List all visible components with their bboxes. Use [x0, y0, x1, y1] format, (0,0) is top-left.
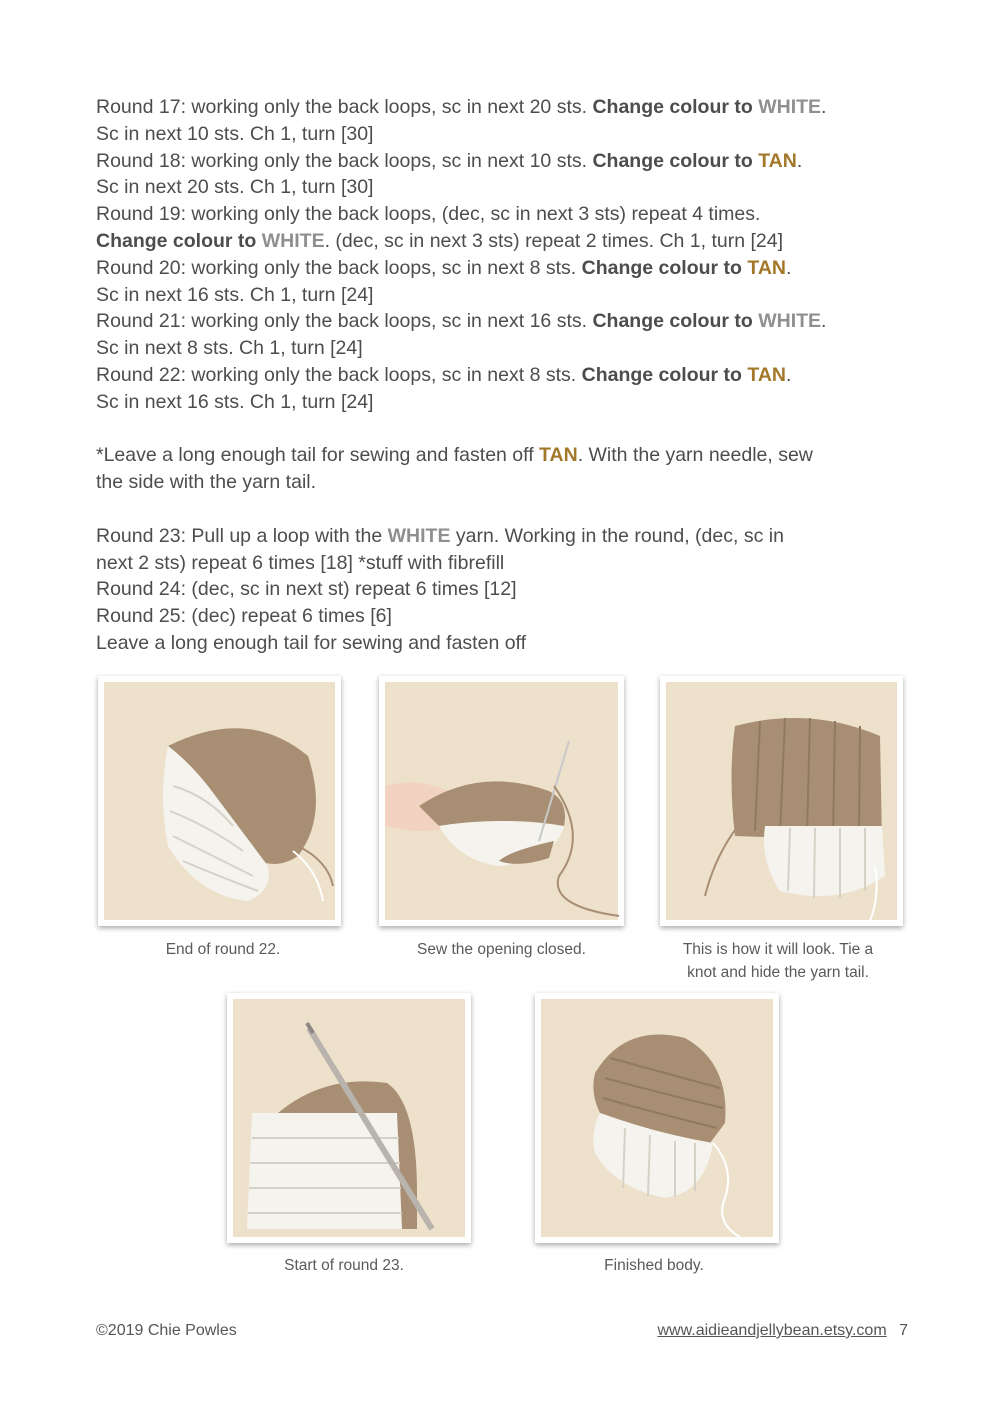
crochet-piece-image [98, 676, 341, 926]
round-23-line-2: next 2 sts) repeat 6 times [18] *stuff with fibrefill [96, 551, 505, 574]
caption-start-of-round-23: Start of round 23. [284, 1257, 404, 1274]
finished-side-image [660, 676, 903, 926]
photo-sew-opening [379, 676, 624, 926]
website-link[interactable]: www.aidieandjellybean.etsy.com [657, 1322, 887, 1339]
round-23-line-1: Round 23: Pull up a loop with the WHITE yarn. Working in the round, (dec, sc in [96, 524, 784, 547]
round-24-line: Round 24: (dec, sc in next st) repeat 6 times [12] [96, 578, 517, 601]
round-21-line-1: Round 21: working only the back loops, sc in next 16 sts. Change colour to WHITE. [96, 310, 827, 333]
round-17-line-1: Round 17: working only the back loops, sc in next 20 sts. Change colour to WHITE. [96, 96, 827, 118]
caption-how-it-will-look: This is how it will look. Tie a knot and hide the yarn tail. [682, 941, 874, 981]
caption-end-of-round-22: End of round 22. [165, 941, 281, 958]
tail-note-line-2: the side with the yarn tail. [96, 471, 317, 494]
round-22-line-2: Sc in next 16 sts. Ch 1, turn [24] [96, 390, 374, 413]
finished-body-image [535, 993, 779, 1243]
round-19-line-1: Round 19: working only the back loops, (dec, sc in next 3 sts) repeat 4 times. [96, 203, 761, 226]
round-18-line-2: Sc in next 20 sts. Ch 1, turn [30] [96, 176, 374, 199]
caption-finished-body: Finished body. [604, 1257, 704, 1274]
page-number: 7 [899, 1322, 908, 1339]
round-21-line-2: Sc in next 8 sts. Ch 1, turn [24] [96, 337, 363, 360]
round-20-line-1: Round 20: working only the back loops, sc in next 8 sts. Change colour to TAN. [96, 256, 792, 279]
round-22-line-1: Round 22: working only the back loops, sc in next 8 sts. Change colour to TAN. [96, 363, 792, 386]
photo-start-of-round-23 [227, 993, 471, 1243]
pattern-instructions [96, 94, 886, 657]
hook-image [227, 993, 471, 1243]
round-20-line-2: Sc in next 16 sts. Ch 1, turn [24] [96, 283, 374, 306]
paragraph-gap [96, 496, 886, 523]
sewing-image [379, 676, 624, 926]
paragraph-gap [96, 416, 886, 443]
tail-note-line-1: *Leave a long enough tail for sewing and fasten off TAN. With the yarn needle, sew [96, 444, 813, 467]
round-17-line-2: Sc in next 10 sts. Ch 1, turn [30] [96, 122, 374, 145]
round-25-line: Round 25: (dec) repeat 6 times [6] [96, 605, 392, 628]
footer-right [657, 1322, 908, 1340]
photo-how-it-will-look [660, 676, 903, 926]
footer-copyright: ©2019 Chie Powles [96, 1322, 237, 1339]
photo-finished-body [535, 993, 779, 1243]
photo-end-of-round-22 [98, 676, 341, 926]
round-18-line-1: Round 18: working only the back loops, sc in next 10 sts. Change colour to TAN. [96, 149, 803, 172]
round-19-line-2: Change colour to WHITE. (dec, sc in next 3 sts) repeat 2 times. Ch 1, turn [24] [96, 229, 784, 252]
fasten-off-line: Leave a long enough tail for sewing and fasten off [96, 631, 527, 654]
caption-sew-opening: Sew the opening closed. [417, 941, 586, 958]
